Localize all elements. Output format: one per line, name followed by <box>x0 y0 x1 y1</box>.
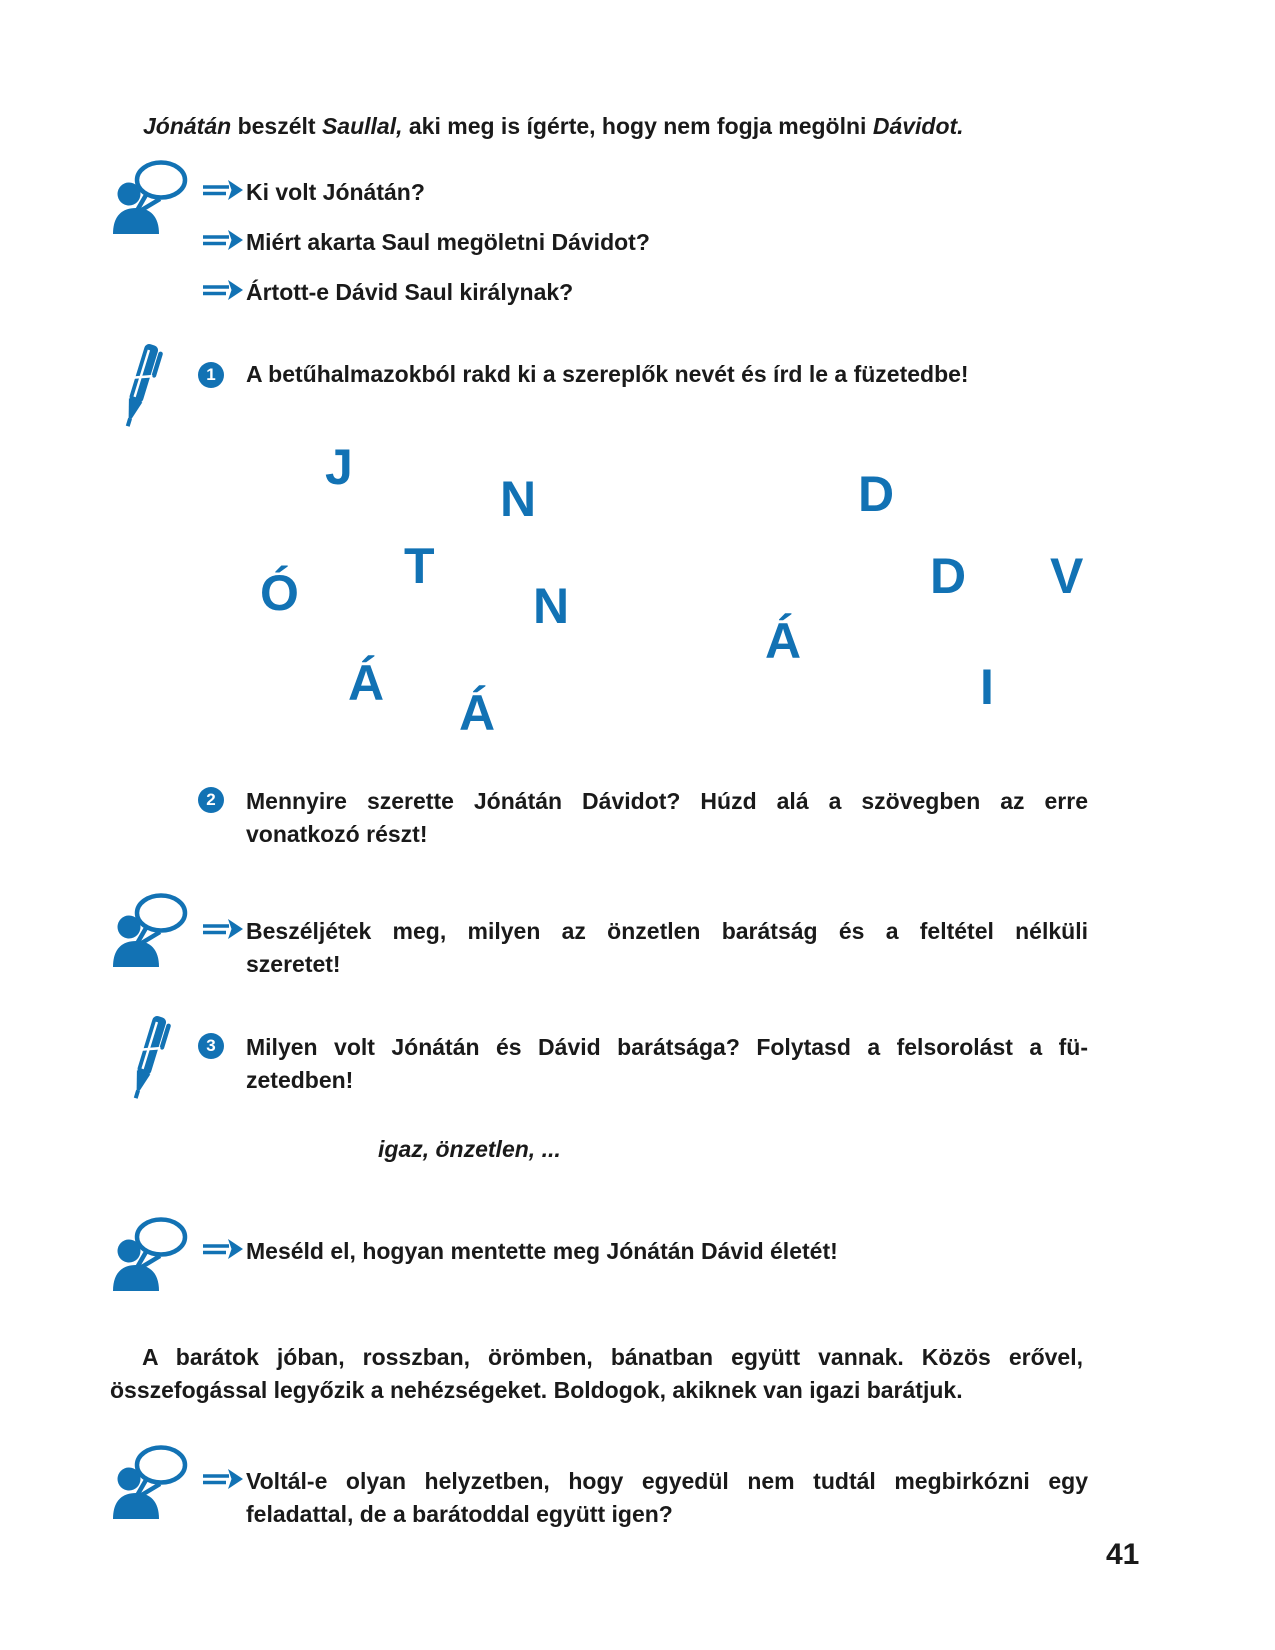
example-answer-text: igaz, önzetlen, ... <box>378 1136 561 1162</box>
task-text-line: vonatkozó részt! <box>246 821 428 847</box>
double-arrow-icon <box>202 229 244 251</box>
double-arrow-icon <box>202 1468 244 1490</box>
intro-segment: Saullal, <box>321 113 403 139</box>
puzzle-letter: V <box>1050 548 1084 604</box>
intro-segment: Jónátán <box>143 113 232 139</box>
puzzle-letter: I <box>980 659 994 715</box>
discussion-text-line: szeretet! <box>246 951 341 977</box>
puzzle-letter: Á <box>765 613 802 669</box>
puzzle-letter: D <box>930 548 967 604</box>
intro-segment: Dávidot. <box>866 113 964 139</box>
task-text-line: Milyen volt Jónátán és Dávid barátsága? Folytasd a felsorolást a fü- <box>246 1034 1088 1060</box>
person-speech-bubble-icon <box>112 158 192 236</box>
intro-segment: beszélt <box>231 113 322 139</box>
task-number-badge: 1 <box>198 362 224 388</box>
person-speech-bubble-icon <box>112 1443 192 1521</box>
task-number-badge: 3 <box>198 1033 224 1059</box>
puzzle-letter: Á <box>459 685 496 741</box>
pen-icon <box>114 336 166 436</box>
puzzle-letter: Á <box>348 655 385 711</box>
intro-line <box>143 110 964 143</box>
page-number: 41 <box>1106 1538 1140 1571</box>
puzzle-letter: N <box>500 471 537 527</box>
task-text-line: Mennyire szerette Jónátán Dávidot? Húzd alá a szövegben az erre <box>246 788 1088 814</box>
discussion-text-line: Meséld el, hogyan mentette meg Jónátán Dávid életét! <box>246 1238 838 1264</box>
intro-segment: aki meg is ígérte, hogy nem fogja megölni <box>402 113 867 139</box>
puzzle-letter: N <box>533 578 570 634</box>
discussion-question: Miért akarta Saul megöletni Dávidot? <box>246 229 650 255</box>
person-speech-bubble-icon <box>112 891 192 969</box>
task-text-line: zetedben! <box>246 1067 354 1093</box>
paragraph-line: A barátok jóban, rosszban, örömben, bánatban együtt vannak. Közös erővel, <box>142 1344 1083 1370</box>
puzzle-letter: J <box>325 439 353 495</box>
person-speech-bubble-icon <box>112 1215 192 1293</box>
discussion-question: Ártott-e Dávid Saul királynak? <box>246 279 574 305</box>
double-arrow-icon <box>202 918 244 940</box>
pen-icon <box>122 1008 174 1108</box>
paragraph-line: összefogással legyőzik a nehézségeket. Boldogok, akiknek van igazi barátjuk. <box>110 1377 963 1403</box>
double-arrow-icon <box>202 1238 244 1260</box>
double-arrow-icon <box>202 179 244 201</box>
task-number-badge: 2 <box>198 787 224 813</box>
double-arrow-icon <box>202 279 244 301</box>
puzzle-letter: T <box>404 538 435 594</box>
discussion-text-line: Beszéljétek meg, milyen az önzetlen barátság és a feltétel nélküli <box>246 918 1088 944</box>
puzzle-letter: Ó <box>260 565 299 621</box>
puzzle-letter: D <box>858 466 895 522</box>
task-text: A betűhalmazokból rakd ki a szereplők nevét és írd le a füzetedbe! <box>246 361 969 387</box>
discussion-question: Ki volt Jónátán? <box>246 179 425 205</box>
discussion-text-line: Voltál-e olyan helyzetben, hogy egyedül nem tudtál megbirkózni egy <box>246 1468 1088 1494</box>
discussion-text-line: feladattal, de a barátoddal együtt igen? <box>246 1501 673 1527</box>
